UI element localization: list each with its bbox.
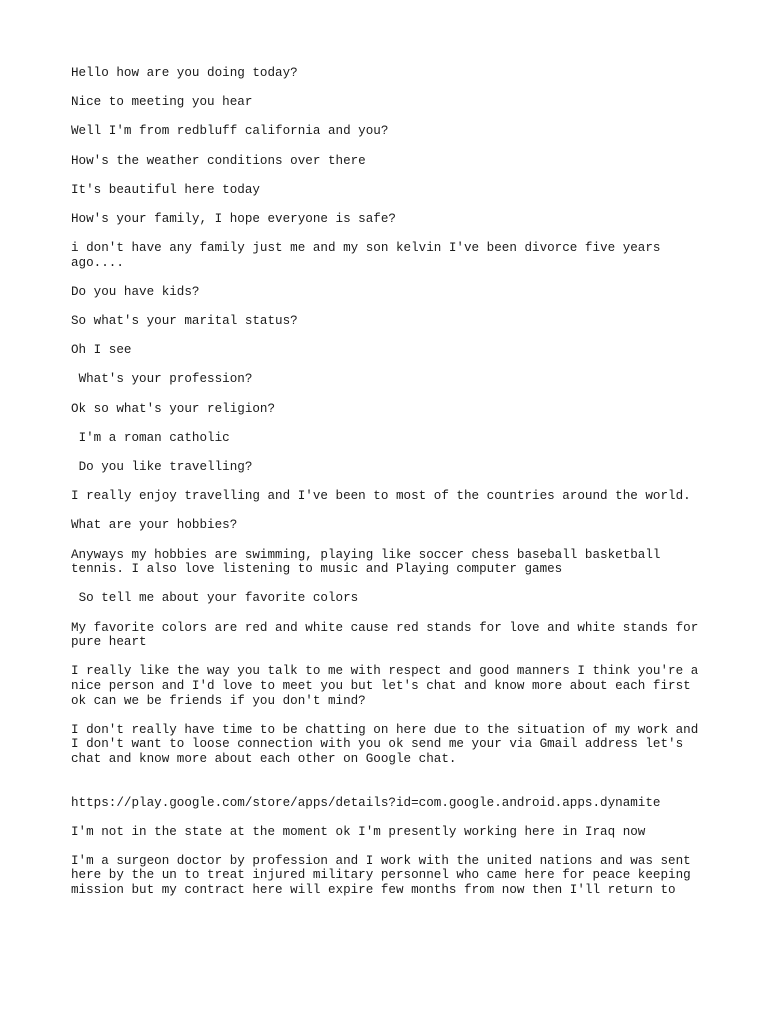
paragraph-religion-question: Ok so what's your religion?	[71, 401, 276, 416]
paragraph-weather-question: How's the weather conditions over there	[71, 153, 366, 168]
paragraph-profession-question: What's your profession?	[71, 372, 253, 387]
paragraph-greeting: Hello how are you doing today?	[71, 66, 298, 80]
paragraph-hobbies-answer: Anyways my hobbies are swimming, playing like soccer chess baseball basketball tennis. I also love listening to music and Playing computer games	[71, 547, 661, 577]
paragraph-family-answer: i don't have any family just me and my son kelvin I've been divorce five years ago....	[71, 241, 661, 270]
paragraph-travel-answer: I really enjoy travelling and I've been to most of the countries around the world.	[71, 489, 691, 504]
paragraph-friends: I really like the way you talk to me with respect and good manners I think you're a nice person and I'd love to meet you but let's chat and know more about each first ok can we be friends if you don't mind?	[71, 664, 699, 708]
paragraph-hobbies-question: What are your hobbies?	[71, 518, 238, 533]
paragraph-surgeon: I'm a surgeon doctor by profession and I work with the united nations and was sent here by the un to treat injured military personnel who came here for peace keeping mission but my contract here will expire few months from now then I'll return to	[71, 853, 691, 898]
paragraph-google-chat: I don't really have time to be chatting on here due to the situation of my work and I don't want to loose connection with you ok send me your via Gmail address let's chat and know more about each other on Google chat.	[71, 722, 699, 766]
paragraph-colors-question: So tell me about your favorite colors	[71, 591, 359, 606]
paragraph-location: Well I'm from redbluff california and you?	[71, 124, 389, 139]
paragraph-oh-i-see: Oh I see	[71, 343, 132, 358]
paragraph-marital-status: So what's your marital status?	[71, 314, 298, 329]
paragraph-religion-answer: I'm a roman catholic	[71, 430, 230, 445]
paragraph-weather-answer: It's beautiful here today	[71, 182, 260, 197]
paragraph-travel-question: Do you like travelling?	[71, 460, 253, 475]
paragraph-link: https://play.google.com/store/apps/details?id=com.google.android.apps.dynamite	[71, 795, 661, 810]
paragraph-kids-question: Do you have kids?	[71, 284, 200, 299]
paragraph-nice-to-meet: Nice to meeting you hear	[71, 95, 253, 110]
paragraph-iraq: I'm not in the state at the moment ok I'm presently working here in Iraq now	[71, 824, 646, 839]
document-body	[71, 66, 711, 912]
paragraph-family-question: How's your family, I hope everyone is safe?	[71, 211, 396, 226]
paragraph-colors-answer: My favorite colors are red and white cause red stands for love and white stands for pure heart	[71, 620, 699, 650]
